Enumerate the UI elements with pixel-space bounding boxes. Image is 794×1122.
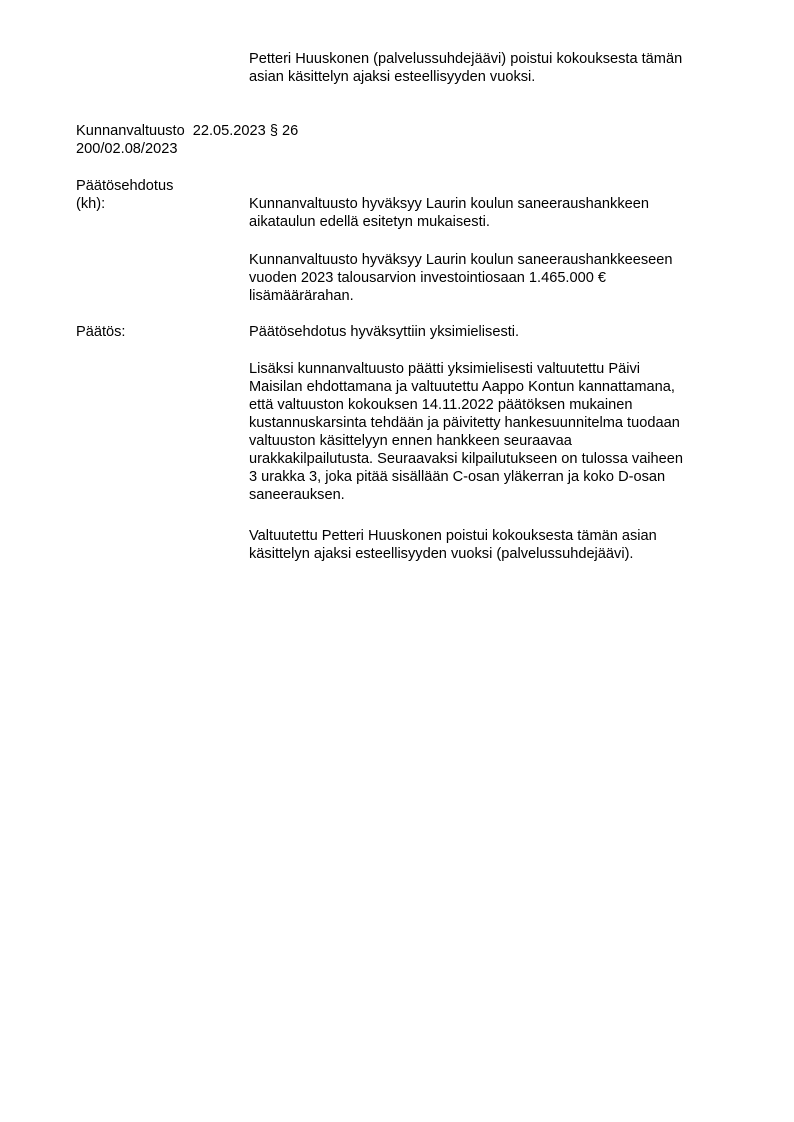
text-line: urakkakilpailutusta. Seuraavaksi kilpailutukseen on tulossa vaiheen — [249, 451, 684, 467]
text-line: vuoden 2023 talousarvion investointiosaan 1.465.000 € — [249, 270, 607, 286]
intro-note — [249, 50, 729, 86]
proposal-paragraph-1 — [249, 195, 729, 231]
text-line: Valtuutettu Petteri Huuskonen poistui kokouksesta tämän asian — [249, 528, 657, 544]
decision-paragraph-3 — [249, 527, 729, 563]
meeting-date-section: 22.05.2023 § 26 — [192, 123, 299, 139]
proposal-label-line: (kh): — [76, 196, 106, 212]
text-line: Kunnanvaltuusto hyväksyy Laurin koulun saneeraushankkeen — [249, 196, 649, 212]
text-line: saneerauksen. — [249, 487, 345, 503]
meeting-body: Kunnanvaltuusto — [76, 123, 185, 139]
text-line: lisämäärärahan. — [249, 288, 354, 304]
text-line: kustannuskarsinta tehdään ja päivitetty hankesuunnitelma tuodaan — [249, 415, 680, 431]
text-line: Kunnanvaltuusto hyväksyy Laurin koulun saneeraushankkeeseen — [249, 252, 673, 268]
decision-label-text: Päätös: — [76, 324, 126, 340]
text-line: että valtuuston kokouksen 14.11.2022 päätöksen mukainen — [249, 397, 633, 413]
proposal-label — [76, 177, 173, 213]
text-line: 3 urakka 3, joka pitää sisällään C-osan yläkerran ja koko D-osan — [249, 469, 666, 485]
text-line: Maisilan ehdottamana ja valtuutettu Aappo Kontun kannattamana, — [249, 379, 675, 395]
decision-label — [76, 323, 126, 341]
text-line: Lisäksi kunnanvaltuusto päätti yksimielisesti valtuutettu Päivi — [249, 361, 640, 377]
text-line: aikataulun edellä esitetyn mukaisesti. — [249, 214, 490, 230]
meeting-reference — [76, 140, 177, 158]
text-line: valtuuston käsittelyyn ennen hankkeen seuraavaa — [249, 433, 572, 449]
decision-paragraph-2 — [249, 360, 729, 504]
meeting-header — [76, 122, 298, 140]
text-line: asian käsittelyn ajaksi esteellisyyden vuoksi. — [249, 69, 536, 85]
decision-paragraph-1 — [249, 323, 729, 341]
text-line: Päätösehdotus hyväksyttiin yksimielisesti. — [249, 324, 520, 340]
reference-text: 200/02.08/2023 — [76, 141, 178, 157]
text-line: Petteri Huuskonen (palvelussuhdejäävi) poistui kokouksesta tämän — [249, 51, 683, 67]
text-line: käsittelyn ajaksi esteellisyyden vuoksi (palvelussuhdejäävi). — [249, 546, 634, 562]
proposal-label-line: Päätösehdotus — [76, 178, 174, 194]
proposal-paragraph-2 — [249, 251, 729, 305]
